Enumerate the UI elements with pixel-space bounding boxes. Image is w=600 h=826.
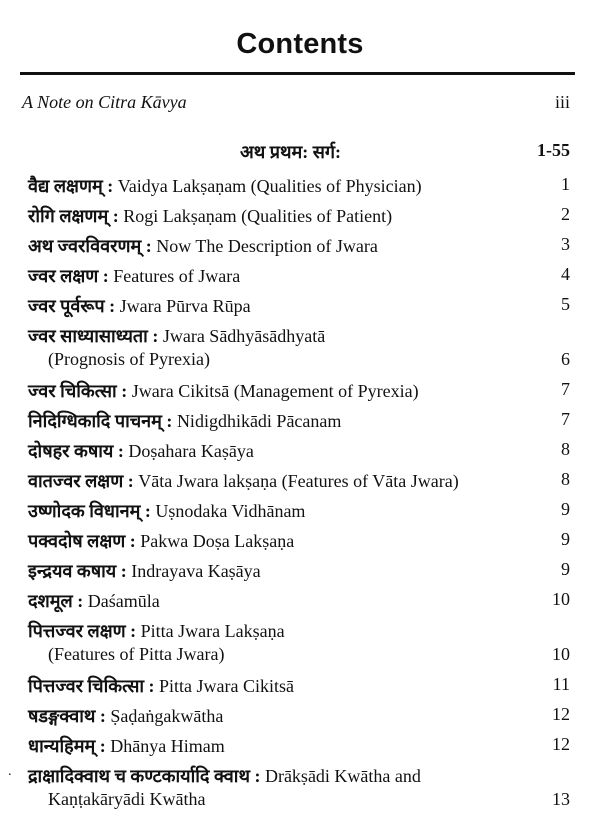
entry-english-title: Dhānya Himam bbox=[105, 736, 225, 756]
entry-english-title: Nidigdhikādi Pācanam bbox=[172, 411, 342, 431]
entry-title-line bbox=[28, 619, 285, 643]
entry-english-title: Jwara Pūrva Rūpa bbox=[115, 296, 251, 316]
entry-page-number: 2 bbox=[561, 204, 570, 224]
toc-entry bbox=[0, 292, 600, 322]
entry-sanskrit-title: इन्द्रयव कषाय : bbox=[28, 561, 127, 581]
toc-entry bbox=[0, 617, 600, 672]
entry-english-title: Indrayava Kaṣāya bbox=[126, 561, 261, 581]
entry-sanskrit-title: ज्वर लक्षण : bbox=[28, 266, 109, 286]
entry-english-title: Pakwa Doṣa Lakṣaṇa bbox=[135, 531, 295, 551]
entry-sanskrit-title: वैद्य लक्षणम् : bbox=[28, 176, 114, 196]
note-page-number: iii bbox=[554, 92, 570, 112]
toc-entry bbox=[0, 407, 600, 437]
toc-entry bbox=[0, 497, 600, 527]
toc-entry bbox=[0, 762, 600, 817]
entry-title-line bbox=[28, 704, 223, 728]
entry-title-line bbox=[28, 589, 160, 613]
entry-english-title: Uṣnodaka Vidhānam bbox=[150, 501, 306, 521]
chapter-heading-row bbox=[22, 140, 570, 166]
entry-sanskrit-title: ज्वर पूर्वरूप : bbox=[28, 296, 116, 316]
entry-title-line bbox=[28, 559, 261, 583]
entry-sanskrit-title: ज्वर साध्यासाध्यता : bbox=[28, 326, 159, 346]
entry-page-number: 6 bbox=[561, 349, 570, 369]
entry-title-line bbox=[28, 174, 422, 198]
entry-english-title: Vāta Jwara lakṣaṇa (Features of Vāta Jwara) bbox=[133, 471, 459, 491]
entry-bullet: . bbox=[8, 764, 12, 779]
entry-sanskrit-title: दशमूल : bbox=[28, 591, 84, 611]
entry-sanskrit-title: षडङ्गक्वाथ : bbox=[28, 706, 106, 726]
entry-english-title: Rogi Lakṣaṇam (Qualities of Patient) bbox=[118, 206, 393, 226]
toc-entry bbox=[0, 587, 600, 617]
entry-continuation: (Prognosis of Pyrexia) bbox=[48, 349, 210, 369]
entry-title-line bbox=[28, 409, 341, 433]
entry-english-title: Now The Description of Jwara bbox=[151, 236, 378, 256]
entry-page-number: 7 bbox=[561, 409, 570, 429]
entry-english-title: Ṣaḍaṅgakwātha bbox=[105, 706, 224, 726]
entry-sanskrit-title: वातज्वर लक्षण : bbox=[28, 471, 134, 491]
entry-page-number: 12 bbox=[552, 734, 570, 754]
toc-entry bbox=[0, 557, 600, 587]
entry-page-number: 9 bbox=[561, 499, 570, 519]
entry-sanskrit-title: धान्यहिमम् : bbox=[28, 736, 106, 756]
entry-page-number: 4 bbox=[561, 264, 570, 284]
entry-page-number: 9 bbox=[561, 559, 570, 579]
title-rule bbox=[20, 72, 575, 75]
entry-title-line bbox=[28, 379, 419, 403]
entry-page-number: 8 bbox=[561, 469, 570, 489]
entry-english-title: Pitta Jwara Lakṣaṇa bbox=[136, 621, 285, 641]
entry-page-number: 11 bbox=[552, 674, 570, 694]
entry-sanskrit-title: पक्वदोष लक्षण : bbox=[28, 531, 136, 551]
entry-continuation: (Features of Pitta Jwara) bbox=[48, 644, 225, 664]
entry-page-number: 1 bbox=[561, 174, 570, 194]
entry-title-line bbox=[28, 469, 459, 493]
entry-title-line bbox=[28, 234, 378, 258]
entry-page-number: 3 bbox=[561, 234, 570, 254]
entry-english-title: Doṣahara Kaṣāya bbox=[123, 441, 254, 461]
entry-title-line bbox=[28, 264, 240, 288]
entry-sanskrit-title: अथ ज्वरविवरणम् : bbox=[28, 236, 152, 256]
page-title: Contents bbox=[236, 28, 364, 60]
entry-english-title: Vaidya Lakṣaṇam (Qualities of Physician) bbox=[113, 176, 422, 196]
entry-sanskrit-title: निदिग्धिकादि पाचनम् : bbox=[28, 411, 173, 431]
entry-page-number: 8 bbox=[561, 439, 570, 459]
entry-title-line bbox=[28, 324, 325, 348]
entry-title-line bbox=[28, 499, 305, 523]
entry-page-number: 10 bbox=[552, 644, 570, 664]
entry-title-line bbox=[28, 294, 251, 318]
entry-english-title: Pitta Jwara Cikitsā bbox=[154, 676, 295, 696]
toc-entry bbox=[0, 202, 600, 232]
entry-page-number: 12 bbox=[552, 704, 570, 724]
entry-sanskrit-title: पित्तज्वर लक्षण : bbox=[28, 621, 137, 641]
toc-entry bbox=[0, 467, 600, 497]
toc-entry bbox=[0, 732, 600, 762]
chapter-heading: अथ प्रथम: सर्ग: bbox=[240, 142, 342, 162]
entry-title-line bbox=[28, 674, 294, 698]
entry-english-title: Daśamūla bbox=[83, 591, 160, 611]
entry-english-title: Jwara Cikitsā (Management of Pyrexia) bbox=[127, 381, 419, 401]
toc-entry bbox=[0, 322, 600, 377]
toc-entry bbox=[0, 232, 600, 262]
entry-page-number: 10 bbox=[552, 589, 570, 609]
entry-title-line bbox=[28, 764, 421, 788]
toc-entry-list bbox=[0, 172, 600, 817]
toc-entry bbox=[0, 527, 600, 557]
entry-sanskrit-title: दोषहर कषाय : bbox=[28, 441, 124, 461]
toc-entry bbox=[0, 172, 600, 202]
chapter-page-range: 1-55 bbox=[537, 140, 570, 160]
toc-entry bbox=[0, 377, 600, 407]
entry-title-line bbox=[28, 439, 254, 463]
entry-english-title: Features of Jwara bbox=[108, 266, 241, 286]
entry-page-number: 5 bbox=[561, 294, 570, 314]
entry-english-title: Drākṣādi Kwātha and bbox=[260, 766, 421, 786]
entry-page-number: 9 bbox=[561, 529, 570, 549]
note-title: A Note on Citra Kāvya bbox=[22, 92, 187, 112]
entry-continuation: Kaṇṭakāryādi Kwātha bbox=[48, 789, 206, 809]
entry-sanskrit-title: रोगि लक्षणम् : bbox=[28, 206, 119, 226]
toc-entry bbox=[0, 437, 600, 467]
toc-entry bbox=[0, 672, 600, 702]
entry-sanskrit-title: पित्तज्वर चिकित्सा : bbox=[28, 676, 155, 696]
entry-page-number: 7 bbox=[561, 379, 570, 399]
entry-title-line bbox=[28, 734, 225, 758]
entry-title-line bbox=[28, 204, 392, 228]
entry-sanskrit-title: ज्वर चिकित्सा : bbox=[28, 381, 128, 401]
entry-english-title: Jwara Sādhyāsādhyatā bbox=[158, 326, 326, 346]
toc-entry bbox=[0, 702, 600, 732]
entry-page-number: 13 bbox=[552, 789, 570, 809]
entry-sanskrit-title: द्राक्षादिक्वाथ च कण्टकार्यादि क्वाथ : bbox=[28, 766, 261, 786]
toc-note-entry bbox=[22, 92, 570, 118]
entry-sanskrit-title: उष्णोदक विधानम् : bbox=[28, 501, 151, 521]
toc-entry bbox=[0, 262, 600, 292]
entry-title-line bbox=[28, 529, 294, 553]
